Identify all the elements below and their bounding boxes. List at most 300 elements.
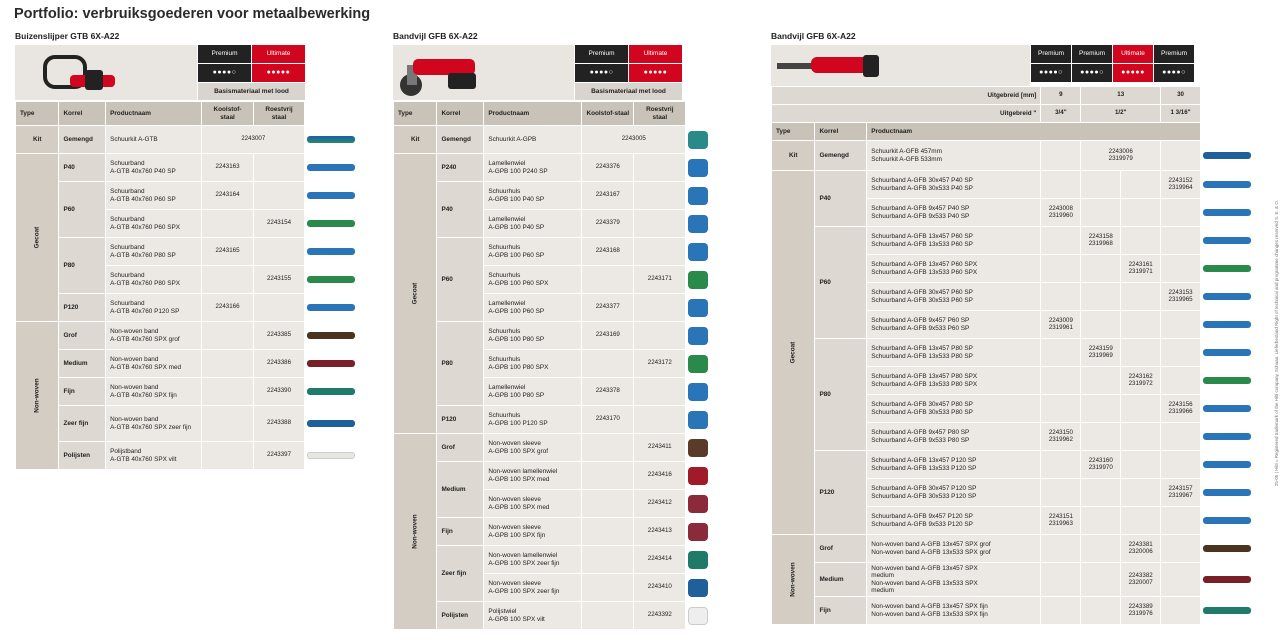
band-image: [305, 210, 360, 238]
col-roestvrij: Roestvrij staal: [634, 102, 686, 126]
product-name: Schuurkit A-GPB: [484, 126, 582, 154]
korrel-cell: P60: [59, 182, 106, 238]
col-korrel: Korrel: [815, 123, 867, 141]
col-korrel: Korrel: [437, 102, 484, 126]
article-number: [1081, 395, 1121, 423]
belt-file-icon: [771, 45, 1030, 87]
korrel-cell: P80: [437, 322, 484, 406]
band-image: [305, 378, 360, 406]
band-image: [305, 406, 360, 442]
korrel-cell: P80: [59, 238, 106, 294]
article-number: [1161, 535, 1201, 563]
table-row: [16, 406, 360, 442]
product-name: Non-woven sleeve A-GPB 100 SPX fijn: [484, 518, 582, 546]
article-number: 2243410: [634, 574, 686, 602]
product-name: Schuurband A-GFB 30x457 P40 SP Schuurband A-GFB 30x533 P40 SP: [867, 171, 1041, 199]
korrel-cell: P240: [437, 154, 484, 182]
article-number: [1121, 199, 1161, 227]
col-product: Productnaam: [484, 102, 582, 126]
col-korrel: Korrel: [59, 102, 106, 126]
ext-value: 3/4": [1041, 105, 1081, 123]
product-name: Non-woven band A-GFB 13x457 SPX fijn Non-woven band A-GFB 13x533 SPX fijn: [867, 597, 1041, 625]
table-row: [16, 238, 360, 266]
korrel-cell: P60: [815, 227, 867, 339]
article-number: [1161, 339, 1201, 367]
article-number: 2243390: [253, 378, 304, 406]
article-number: 2243389 2319976: [1121, 597, 1161, 625]
article-number: 2243172: [634, 350, 686, 378]
article-number: 2243377: [582, 294, 634, 322]
article-number: 2243157 2319967: [1161, 479, 1201, 507]
product-name: Lamellenwiel A-GPB 100 P60 SP: [484, 294, 582, 322]
type-label: Gecoat: [789, 341, 797, 364]
article-number: 2243152 2319964: [1161, 171, 1201, 199]
article-number: 2243386: [253, 350, 304, 378]
col-type: Type: [772, 123, 815, 141]
premium-badge: Premium: [575, 45, 628, 63]
product-name: Schuurhuls A-GPB 100 P60 SPX: [484, 266, 582, 294]
article-number: [1081, 507, 1121, 535]
sleeve-image: [686, 322, 738, 350]
korrel-cell: Polijsten: [59, 442, 106, 470]
basis-label: Basismateriaal met lood: [198, 83, 305, 100]
article-number: [253, 294, 304, 322]
article-number: 2243153 2319965: [1161, 283, 1201, 311]
table-row: [394, 602, 738, 630]
article-number: [1081, 367, 1121, 395]
band-image: [1201, 199, 1259, 227]
table-row: [772, 339, 1259, 367]
type-label: Gecoat: [33, 226, 41, 249]
band-image: [305, 182, 360, 210]
table-row: [772, 171, 1259, 199]
band-image: [305, 266, 360, 294]
article-number: [1121, 227, 1161, 255]
sleeve-image: [686, 602, 738, 630]
col-product: Productnaam: [106, 102, 202, 126]
article-number: 2243379: [582, 210, 634, 238]
premium-badge: Premium: [198, 45, 251, 63]
tool-image-gtb: [15, 45, 197, 100]
sleeve-image: [686, 378, 738, 406]
article-number: 2243155: [253, 266, 304, 294]
table-row: [16, 350, 360, 378]
basis-label: Basismateriaal met lood: [575, 83, 682, 100]
page-title: Portfolio: verbruiksgoederen voor metaalbewerking: [14, 6, 371, 22]
type-cell: [394, 154, 437, 434]
article-number: [582, 462, 634, 490]
article-number: [1121, 395, 1161, 423]
table-gpb: [393, 101, 738, 630]
premium-dots: ●●●●○: [575, 64, 628, 82]
sleeve-image: [686, 154, 738, 182]
sleeve-image: [686, 462, 738, 490]
table-row: [394, 182, 738, 210]
product-name: Schuurband A-GFB 9x457 P120 SP Schuurband A-GFB 9x533 P120 SP: [867, 507, 1041, 535]
article-number: [1081, 199, 1121, 227]
sleeve-image: [686, 350, 738, 378]
product-name: Schuurband A-GTB 40x760 P60 SP: [106, 182, 202, 210]
korrel-cell: Medium: [437, 462, 484, 518]
col-roestvrij: Roestvrij staal: [253, 102, 304, 126]
korrel-cell: Zeer fijn: [437, 546, 484, 602]
article-number: [1041, 479, 1081, 507]
sleeve-image: [686, 126, 738, 154]
article-number: [1121, 479, 1161, 507]
article-number: [634, 238, 686, 266]
article-number: 2243156 2319966: [1161, 395, 1201, 423]
product-name: Non-woven sleeve A-GPB 100 SPX med: [484, 490, 582, 518]
korrel-cell: Medium: [815, 563, 867, 597]
premium-badge: Premium: [1072, 45, 1112, 63]
product-name: Non-woven band A-GFB 13x457 SPX grof Non-woven band A-GFB 13x533 SPX grof: [867, 535, 1041, 563]
article-number: [1081, 479, 1121, 507]
table-row: [394, 434, 738, 462]
article-number: [582, 546, 634, 574]
article-number: [202, 406, 254, 442]
article-number: [582, 602, 634, 630]
article-number: [1121, 423, 1161, 451]
product-name: Schuurband A-GFB 9x457 P80 SP Schuurband A-GFB 9x533 P80 SP: [867, 423, 1041, 451]
article-number: [1161, 563, 1201, 597]
article-number: 2243397: [253, 442, 304, 470]
ultimate-dots: ●●●●●: [1113, 64, 1153, 82]
sleeve-image: [686, 518, 738, 546]
table-row: [394, 238, 738, 266]
korrel-cell: Gemengd: [59, 126, 106, 154]
article-number: 2243164: [202, 182, 254, 210]
article-number: 2243160 2319970: [1081, 451, 1121, 479]
type-cell: [772, 171, 815, 535]
product-name: Schuurhuls A-GPB 100 P40 SP: [484, 182, 582, 210]
product-name: Non-woven band A-GTB 40x760 SPX med: [106, 350, 202, 378]
table-row: [394, 406, 738, 434]
band-image: [305, 322, 360, 350]
tool-image-gpb: [393, 45, 574, 100]
premium-dots: ●●●●○: [1154, 64, 1194, 82]
table-row: [16, 442, 360, 470]
product-name: Schuurband A-GFB 13x457 P60 SP Schuurband A-GFB 13x533 P60 SP: [867, 227, 1041, 255]
product-name: Schuurband A-GFB 9x457 P40 SP Schuurband A-GFB 9x533 P40 SP: [867, 199, 1041, 227]
article-number: [582, 434, 634, 462]
product-name: Schuurband A-GTB 40x760 P80 SP: [106, 238, 202, 266]
article-number: 2243162 2319972: [1121, 367, 1161, 395]
article-number: [1041, 283, 1081, 311]
product-name: Schuurhuls A-GPB 100 P120 SP: [484, 406, 582, 434]
band-image: [1201, 171, 1259, 199]
korrel-cell: P40: [59, 154, 106, 182]
table-row: [394, 546, 738, 574]
article-number: 2243388: [253, 406, 304, 442]
table-row: [16, 126, 360, 154]
article-number: [253, 182, 304, 210]
article-number: [1121, 339, 1161, 367]
article-number: [582, 574, 634, 602]
table-gtb: [15, 101, 360, 470]
product-name: Schuurband A-GTB 40x760 P80 SPX: [106, 266, 202, 294]
article-number: [1121, 283, 1161, 311]
korrel-cell: P120: [815, 451, 867, 535]
article-number: [1041, 171, 1081, 199]
table-row: [772, 227, 1259, 255]
article-number: 2243167: [582, 182, 634, 210]
product-name: Schuurband A-GFB 13x457 P120 SP Schuurband A-GFB 13x533 P120 SP: [867, 451, 1041, 479]
article-number: [634, 322, 686, 350]
product-name: Schuurband A-GFB 13x457 P80 SP Schuurband A-GFB 13x533 P80 SP: [867, 339, 1041, 367]
article-number: [1081, 255, 1121, 283]
product-name: Non-woven band A-GFB 13x457 SPX medium Non-woven band A-GFB 13x533 SPX medium: [867, 563, 1041, 597]
korrel-cell: Fijn: [437, 518, 484, 546]
product-name: Polijstwiel A-GPB 100 SPX vilt: [484, 602, 582, 630]
article-number: [634, 182, 686, 210]
band-image: [1201, 597, 1259, 625]
article-number: [202, 322, 254, 350]
table-row: [16, 378, 360, 406]
korrel-cell: P40: [815, 171, 867, 227]
band-image: [1201, 255, 1259, 283]
section-title-gfb: Bandvijl GFB 6X-A22: [771, 31, 856, 41]
table-row: [772, 563, 1259, 597]
sleeve-grinder-icon: [393, 45, 574, 100]
product-name: Schuurhuls A-GPB 100 P80 SP: [484, 322, 582, 350]
ext-value: 1 3/16": [1161, 105, 1201, 123]
table-row: [16, 294, 360, 322]
type-label: Non-woven: [789, 562, 797, 597]
article-number: 2243006 2319979: [1081, 141, 1161, 171]
article-number: [1161, 199, 1201, 227]
product-name: Non-woven sleeve A-GPB 100 SPX grof: [484, 434, 582, 462]
article-number: 2243385: [253, 322, 304, 350]
band-image: [1201, 367, 1259, 395]
article-number: 2243412: [634, 490, 686, 518]
article-number: [1161, 367, 1201, 395]
article-number: [1161, 597, 1201, 625]
product-name: Schuurband A-GFB 13x457 P60 SPX Schuurband A-GFB 13x533 P60 SPX: [867, 255, 1041, 283]
product-name: Schuurband A-GFB 30x457 P120 SP Schuurband A-GFB 30x533 P120 SP: [867, 479, 1041, 507]
article-number: [582, 518, 634, 546]
article-number: [634, 294, 686, 322]
article-number: [1081, 535, 1121, 563]
col-product: Productnaam: [867, 123, 1201, 141]
korrel-cell: P120: [437, 406, 484, 434]
article-number: [1161, 311, 1201, 339]
premium-dots: ●●●●○: [1031, 64, 1071, 82]
article-number: [253, 238, 304, 266]
premium-dots: ●●●●○: [1072, 64, 1112, 82]
tool-image-gfb: [771, 45, 1030, 87]
ultimate-dots: ●●●●●: [252, 64, 305, 82]
article-number: [634, 406, 686, 434]
article-number: 2243381 2320006: [1121, 535, 1161, 563]
col-koolstof: Koolstof-staal: [582, 102, 634, 126]
article-number: [253, 154, 304, 182]
table-row: [772, 597, 1259, 625]
table-row: [394, 126, 738, 154]
product-name: Non-woven band A-GTB 40x760 SPX grof: [106, 322, 202, 350]
article-number: 2243414: [634, 546, 686, 574]
col-type: Type: [394, 102, 437, 126]
article-number: 2243161 2319971: [1121, 255, 1161, 283]
article-number: [1161, 507, 1201, 535]
article-number: [1081, 563, 1121, 597]
type-cell: Kit: [394, 126, 437, 154]
sleeve-image: [686, 182, 738, 210]
ultimate-badge: Ultimate: [629, 45, 682, 63]
article-number: [202, 442, 254, 470]
band-image: [305, 294, 360, 322]
article-number: [582, 266, 634, 294]
band-image: [1201, 339, 1259, 367]
band-image: [1201, 227, 1259, 255]
table-row: [394, 462, 738, 490]
product-name: Schuurkit A-GFB 457mm Schuurkit A-GFB 533mm: [867, 141, 1041, 171]
korrel-cell: Polijsten: [437, 602, 484, 630]
band-image: [1201, 451, 1259, 479]
band-image: [1201, 507, 1259, 535]
table-row: [394, 518, 738, 546]
premium-badge: Premium: [1031, 45, 1071, 63]
sleeve-image: [686, 294, 738, 322]
korrel-cell: Gemengd: [815, 141, 867, 171]
product-name: Schuurband A-GTB 40x760 P120 SP: [106, 294, 202, 322]
article-number: 2243416: [634, 462, 686, 490]
product-name: Schuurband A-GFB 9x457 P60 SP Schuurband A-GFB 9x533 P60 SP: [867, 311, 1041, 339]
article-number: [634, 154, 686, 182]
article-number: [1081, 171, 1121, 199]
product-name: Non-woven sleeve A-GPB 100 SPX zeer fijn: [484, 574, 582, 602]
korrel-cell: Grof: [437, 434, 484, 462]
band-image: [305, 154, 360, 182]
article-number: 2243382 2320007: [1121, 563, 1161, 597]
article-number: [582, 350, 634, 378]
band-image: [1201, 283, 1259, 311]
article-number: [202, 266, 254, 294]
sleeve-image: [686, 238, 738, 266]
premium-badge: Premium: [1154, 45, 1194, 63]
product-name: Schuurkit A-GTB: [106, 126, 202, 154]
article-number: 2243170: [582, 406, 634, 434]
table-row: [16, 322, 360, 350]
article-number: 2243007: [202, 126, 305, 154]
type-label: Gecoat: [411, 282, 419, 305]
legal-sidetext: 25-05 | Hilti = Registered trademark of the Hilti company, Schaan. Lieferbestand Right of technical and programme changes reserved S. E. & O.: [1274, 200, 1279, 487]
section-title-gpb: Bandvijl GFB 6X-A22: [393, 31, 478, 41]
band-image: [1201, 563, 1259, 597]
type-cell: Kit: [16, 126, 59, 154]
article-number: 2243165: [202, 238, 254, 266]
sleeve-image: [686, 406, 738, 434]
article-number: [1081, 283, 1121, 311]
product-name: Schuurband A-GFB 30x457 P60 SP Schuurband A-GFB 30x533 P60 SP: [867, 283, 1041, 311]
product-name: Non-woven band A-GTB 40x760 SPX zeer fijn: [106, 406, 202, 442]
article-number: [1081, 311, 1121, 339]
type-cell: [16, 154, 59, 322]
type-label: Non-woven: [33, 378, 41, 413]
col-koolstof: Koolstof-staal: [202, 102, 254, 126]
type-cell: [772, 535, 815, 625]
belt-grinder-icon: [15, 45, 197, 100]
section-title-gtb: Buizenslijper GTB 6X-A22: [15, 31, 120, 41]
ultimate-dots: ●●●●●: [629, 64, 682, 82]
article-number: [1161, 423, 1201, 451]
band-image: [305, 350, 360, 378]
article-number: 2243169: [582, 322, 634, 350]
article-number: [1041, 255, 1081, 283]
article-number: [1081, 423, 1121, 451]
article-number: [1161, 141, 1201, 171]
article-number: [582, 490, 634, 518]
article-number: 2243008 2319960: [1041, 199, 1081, 227]
ext-value: 1/2": [1081, 105, 1161, 123]
korrel-cell: Grof: [59, 322, 106, 350]
product-name: Schuurband A-GFB 13x457 P80 SPX Schuurband A-GFB 13x533 P80 SPX: [867, 367, 1041, 395]
article-number: [1121, 171, 1161, 199]
korrel-cell: Zeer fijn: [59, 406, 106, 442]
band-image: [305, 442, 360, 470]
product-name: Lamellenwiel A-GPB 100 P40 SP: [484, 210, 582, 238]
product-name: Schuurhuls A-GPB 100 P80 SPX: [484, 350, 582, 378]
article-number: 2243411: [634, 434, 686, 462]
sleeve-image: [686, 574, 738, 602]
korrel-cell: Fijn: [815, 597, 867, 625]
sleeve-image: [686, 434, 738, 462]
kit-image: [305, 126, 360, 154]
type-cell: [394, 434, 437, 630]
korrel-cell: P80: [815, 339, 867, 451]
article-number: [202, 378, 254, 406]
article-number: [1041, 141, 1081, 171]
article-number: 2243151 2319963: [1041, 507, 1081, 535]
article-number: [1081, 597, 1121, 625]
type-label: Non-woven: [411, 514, 419, 549]
type-cell: [16, 322, 59, 470]
article-number: 2243005: [582, 126, 686, 154]
band-image: [1201, 423, 1259, 451]
article-number: [634, 378, 686, 406]
article-number: 2243168: [582, 238, 634, 266]
product-name: Schuurhuls A-GPB 100 P60 SP: [484, 238, 582, 266]
band-image: [1201, 395, 1259, 423]
article-number: 2243171: [634, 266, 686, 294]
korrel-cell: Gemengd: [437, 126, 484, 154]
korrel-cell: P120: [59, 294, 106, 322]
article-number: 2243150 2319962: [1041, 423, 1081, 451]
product-name: Non-woven lamellenwiel A-GPB 100 SPX zeer fijn: [484, 546, 582, 574]
article-number: 2243413: [634, 518, 686, 546]
korrel-cell: P60: [437, 238, 484, 322]
table-row: [772, 535, 1259, 563]
type-cell: Kit: [772, 141, 815, 171]
article-number: 2243376: [582, 154, 634, 182]
col-type: Type: [16, 102, 59, 126]
band-image: [1201, 141, 1259, 171]
ultimate-badge: Ultimate: [252, 45, 305, 63]
korrel-cell: P40: [437, 182, 484, 238]
product-name: Non-woven lamellenwiel A-GPB 100 SPX med: [484, 462, 582, 490]
article-number: [1041, 339, 1081, 367]
ext-mm-label: Uitgebreid [mm]: [772, 87, 1041, 105]
ultimate-badge: Ultimate: [1113, 45, 1153, 63]
article-number: 2243163: [202, 154, 254, 182]
article-number: [1121, 451, 1161, 479]
article-number: 2243159 2319969: [1081, 339, 1121, 367]
article-number: 2243009 2319961: [1041, 311, 1081, 339]
article-number: [1041, 227, 1081, 255]
product-name: Schuurband A-GFB 30x457 P80 SP Schuurband A-GFB 30x533 P80 SP: [867, 395, 1041, 423]
article-number: 2243378: [582, 378, 634, 406]
band-image: [1201, 535, 1259, 563]
band-image: [1201, 479, 1259, 507]
